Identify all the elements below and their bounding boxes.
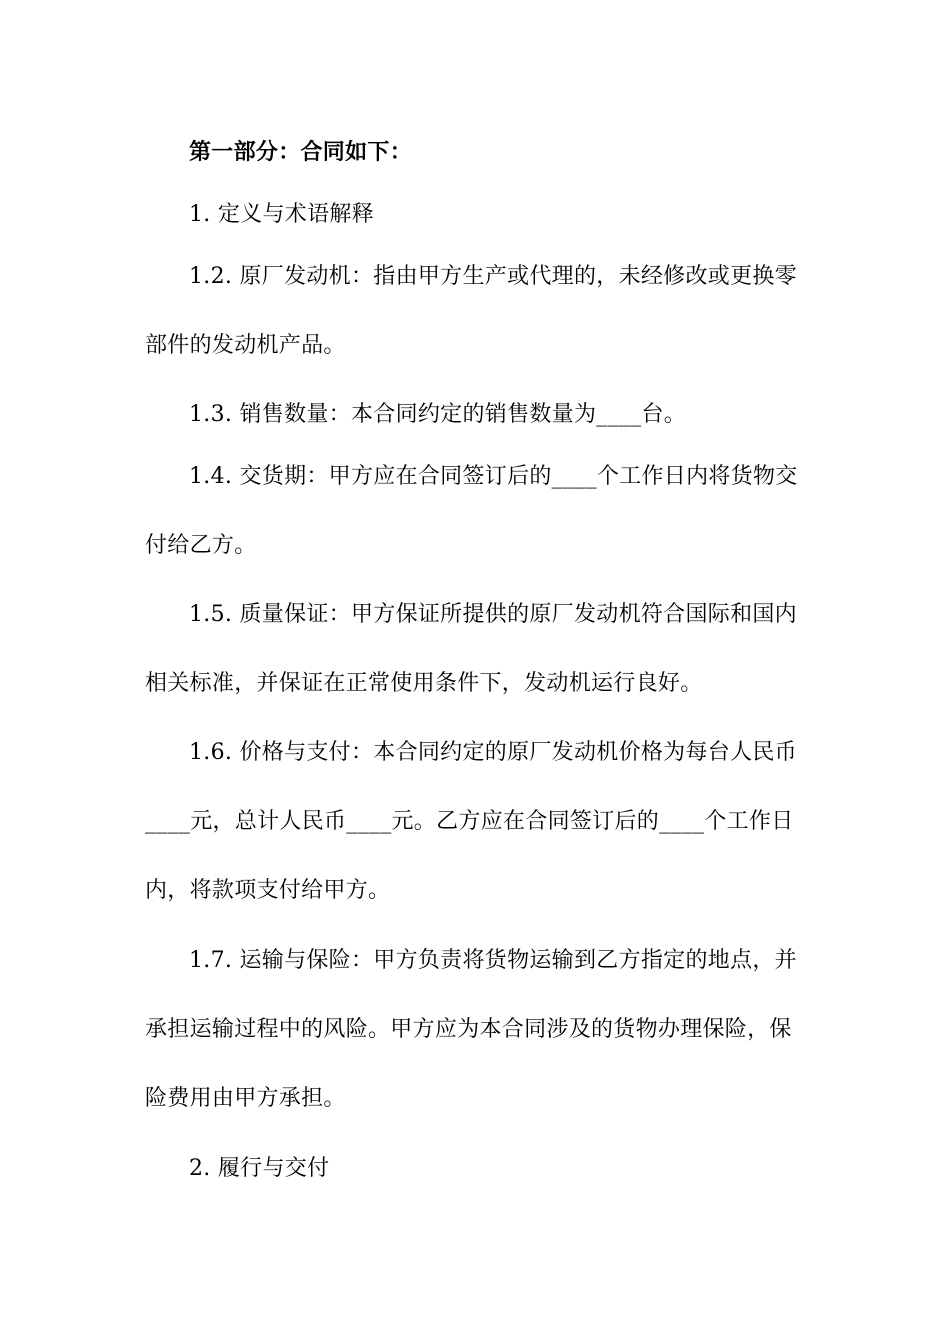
section-1-4 [145,442,805,580]
section-1-6 [145,718,805,925]
section-1-7-line-3: 险费用由甲方承担。 [145,1086,346,1111]
section-1-5-line-1: 1.5. 质量保证：甲方保证所提供的原厂发动机符合国际和国内 [189,602,797,627]
section-1-7-line-1: 1.7. 运输与保险：甲方负责将货物运输到乙方指定的地点，并 [189,948,797,973]
section-1-2 [145,242,805,380]
section-1-5 [145,580,805,718]
section-1-3 [145,380,805,449]
section-1-2-line-2: 部件的发动机产品。 [145,333,346,358]
section-1-7-line-2: 承担运输过程中的风险。甲方应为本合同涉及的货物办理保险，保 [145,1017,792,1042]
document-heading: 第一部分：合同如下： [189,140,413,165]
section-1-4-line-1: 1.4. 交货期：甲方应在合同签订后的____个工作日内将货物交 [189,464,798,489]
section-1-7 [145,926,805,1133]
section-1-2-line-1: 1.2. 原厂发动机：指由甲方生产或代理的，未经修改或更换零 [189,264,797,289]
section-1-6-line-3: 内，将款项支付给甲方。 [145,878,391,903]
section-2-title: 2. 履行与交付 [189,1156,330,1181]
section-1-3-line-1: 1.3. 销售数量：本合同约定的销售数量为____台。 [189,402,687,427]
section-1-title: 1. 定义与术语解释 [189,202,374,227]
section-1-6-line-1: 1.6. 价格与支付：本合同约定的原厂发动机价格为每台人民币 [189,740,797,765]
section-1-5-line-2: 相关标准，并保证在正常使用条件下，发动机运行良好。 [145,671,703,696]
section-1-4-line-2: 付给乙方。 [145,533,257,558]
section-1-6-line-2: ____元，总计人民币____元。乙方应在合同签订后的____个工作日 [145,809,794,834]
